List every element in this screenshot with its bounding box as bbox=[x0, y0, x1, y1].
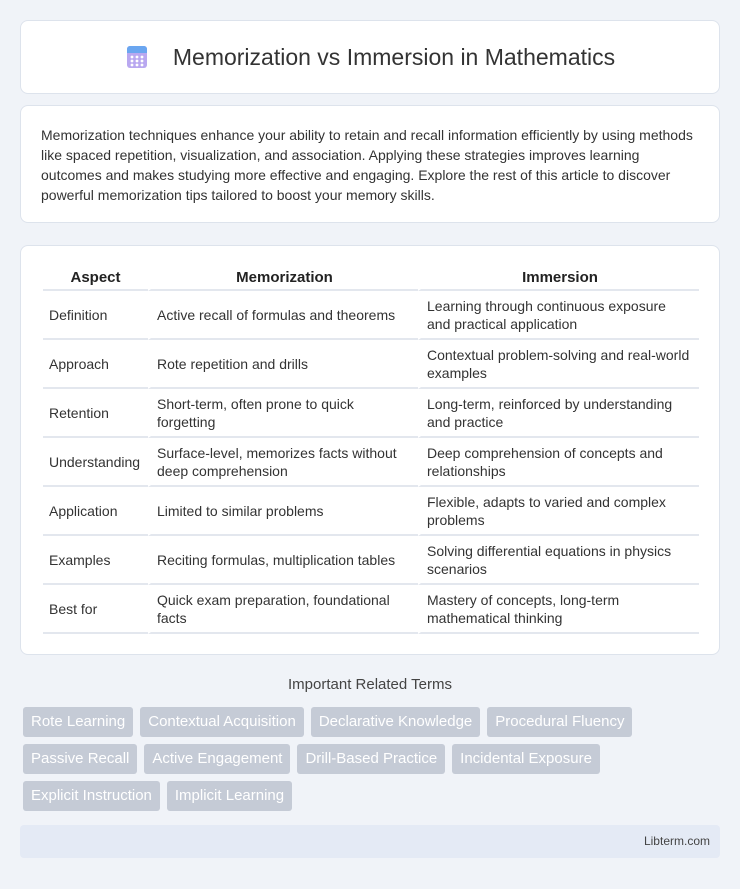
related-term-tag[interactable]: Rote Learning bbox=[23, 707, 133, 737]
related-term-tag[interactable]: Drill-Based Practice bbox=[297, 744, 445, 774]
related-term-tag[interactable]: Passive Recall bbox=[23, 744, 137, 774]
related-term-tag[interactable]: Contextual Acquisition bbox=[140, 707, 304, 737]
table-cell-aspect: Application bbox=[43, 487, 148, 536]
table-cell-immersion: Contextual problem-solving and real-world examples bbox=[418, 340, 699, 389]
table-cell-immersion: Flexible, adapts to varied and complex problems bbox=[418, 487, 699, 536]
related-term-tag[interactable]: Declarative Knowledge bbox=[311, 707, 480, 737]
table-cell-aspect: Best for bbox=[43, 585, 148, 634]
header-aspect: Aspect bbox=[43, 266, 148, 291]
header-immersion: Immersion bbox=[418, 266, 699, 291]
table-cell-memorization: Reciting formulas, multiplication tables bbox=[148, 536, 418, 585]
table-cell-immersion: Learning through continuous exposure and practical application bbox=[418, 291, 699, 340]
table-cell-aspect: Definition bbox=[43, 291, 148, 340]
table-header-row bbox=[43, 266, 699, 291]
table-cell-aspect: Understanding bbox=[43, 438, 148, 487]
table-cell-immersion: Deep comprehension of concepts and relationships bbox=[418, 438, 699, 487]
table-cell-aspect: Retention bbox=[43, 389, 148, 438]
table-cell-memorization: Surface-level, memorizes facts without deep comprehension bbox=[148, 438, 418, 487]
table-cell-aspect: Approach bbox=[43, 340, 148, 389]
related-term-tag[interactable]: Procedural Fluency bbox=[487, 707, 632, 737]
table-cell-memorization: Short-term, often prone to quick forgetting bbox=[148, 389, 418, 438]
comparison-table-card bbox=[20, 245, 720, 655]
table-row bbox=[43, 389, 699, 438]
table-cell-aspect: Examples bbox=[43, 536, 148, 585]
table-row bbox=[43, 487, 699, 536]
related-terms-list bbox=[23, 707, 723, 818]
calculator-icon bbox=[125, 45, 149, 69]
related-terms-title: Important Related Terms bbox=[288, 676, 452, 693]
intro-card bbox=[20, 105, 720, 223]
table-row bbox=[43, 536, 699, 585]
table-cell-immersion: Long-term, reinforced by understanding and practice bbox=[418, 389, 699, 438]
header-card bbox=[20, 20, 720, 94]
related-term-tag[interactable]: Implicit Learning bbox=[167, 781, 292, 811]
table-cell-immersion: Solving differential equations in physics scenarios bbox=[418, 536, 699, 585]
table-cell-immersion: Mastery of concepts, long-term mathematical thinking bbox=[418, 585, 699, 634]
header-memorization: Memorization bbox=[148, 266, 418, 291]
table-row bbox=[43, 585, 699, 634]
related-term-tag[interactable]: Active Engagement bbox=[144, 744, 290, 774]
comparison-table bbox=[43, 266, 699, 634]
related-term-tag[interactable]: Explicit Instruction bbox=[23, 781, 160, 811]
table-cell-memorization: Quick exam preparation, foundational facts bbox=[148, 585, 418, 634]
page-title: Memorization vs Immersion in Mathematics bbox=[172, 43, 616, 70]
related-term-tag[interactable]: Incidental Exposure bbox=[452, 744, 600, 774]
table-cell-memorization: Limited to similar problems bbox=[148, 487, 418, 536]
intro-text: Memorization techniques enhance your ability to retain and recall information efficiently by using methods like spaced repetition, visualization, and association. Applying these strategies improves learning outcomes and makes studying more effective and engaging. Explore the rest of this article to discover powerful memorization tips tailored to boost your memory skills. bbox=[41, 127, 693, 203]
table-row bbox=[43, 291, 699, 340]
footer bbox=[20, 825, 720, 858]
table-row bbox=[43, 340, 699, 389]
table-cell-memorization: Rote repetition and drills bbox=[148, 340, 418, 389]
table-cell-memorization: Active recall of formulas and theorems bbox=[148, 291, 418, 340]
footer-site-link[interactable]: Libterm.com bbox=[643, 834, 710, 848]
table-row bbox=[43, 438, 699, 487]
